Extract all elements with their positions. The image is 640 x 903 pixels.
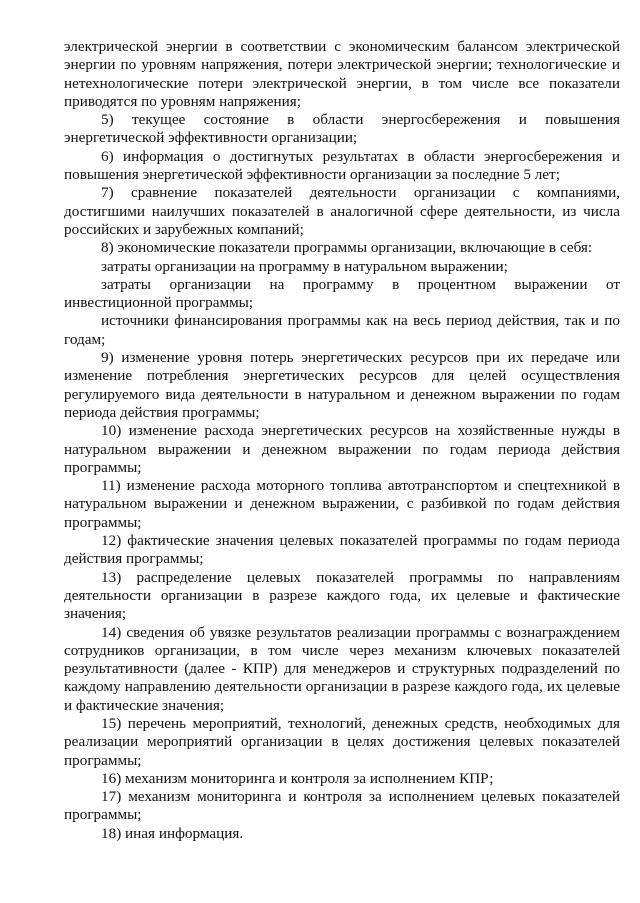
paragraph-item-5: 5) текущее состояние в области энергосбережения и повышения энергетической эффективности организации; — [64, 111, 620, 147]
paragraph-item-15: 15) перечень мероприятий, технологий, денежных средств, необходимых для реализации мероприятий организации в целях достижения целевых показателей программы; — [64, 714, 620, 769]
document-page — [64, 38, 620, 843]
paragraph-item-8: 8) экономические показатели программы организации, включающие в себя: — [101, 239, 593, 257]
paragraph-item-8-sub-3: источники финансирования программы как на весь период действия, так и по годам; — [64, 312, 620, 348]
paragraph-item-8-sub-2: затраты организации на программу в процентном выражении от инвестиционной программы; — [64, 275, 620, 312]
paragraph-item-16: 16) механизм мониторинга и контроля за исполнением КПР; — [101, 769, 494, 787]
paragraph-item-14: 14) сведения об увязке результатов реализации программы с вознаграждением сотрудников организации, в том числе через механизм ключевых показателей результативности (далее - КПР) для менеджеров и структурных подразделений по каждому направлению деятельности организации в разрезе каждого года, их целевые и фактические значения; — [64, 623, 620, 714]
paragraph-item-13: 13) распределение целевых показателей программы по направлениям деятельности организации в разрезе каждого года, их целевые и фактические значения; — [64, 568, 620, 623]
paragraph-item-6: 6) информация о достигнутых результатах в области энергосбережения и повышения энергетической эффективности организации за последние 5 лет; — [64, 147, 620, 184]
paragraph-item-12: 12) фактические значения целевых показателей программы по годам периода действия программы; — [64, 532, 620, 568]
paragraph-continuation: электрической энергии в соответствии с экономическим балансом электрической энергии по уровням напряжения, потери электрической энергии; технологические и нетехнологические потери электрической энергии, в том числе все показатели приводятся по уровням напряжения; — [64, 38, 620, 110]
paragraph-item-17: 17) механизм мониторинга и контроля за исполнением целевых показателей программы; — [64, 788, 620, 824]
paragraph-item-8-sub-1: затраты организации на программу в натуральном выражении; — [101, 257, 508, 275]
paragraph-item-11: 11) изменение расхода моторного топлива автотранспортом и спецтехникой в натуральном выражении и денежном выражении, с разбивкой по годам действия программы; — [64, 477, 620, 531]
paragraph-item-10: 10) изменение расхода энергетических ресурсов на хозяйственные нужды в натуральном выражении и денежном выражении по годам периода действия программы; — [64, 422, 620, 476]
paragraph-item-18: 18) иная информация. — [101, 824, 244, 842]
paragraph-item-9: 9) изменение уровня потерь энергетических ресурсов при их передаче или изменение потребления энергетических ресурсов для целей осуществления регулируемого вида деятельности в натуральном и денежном выражении по годам периода действия программы; — [64, 349, 620, 421]
paragraph-item-7: 7) сравнение показателей деятельности организации с компаниями, достигшими наилучших показателей в аналогичной сфере деятельности, из числа российских и зарубежных компаний; — [64, 184, 620, 238]
